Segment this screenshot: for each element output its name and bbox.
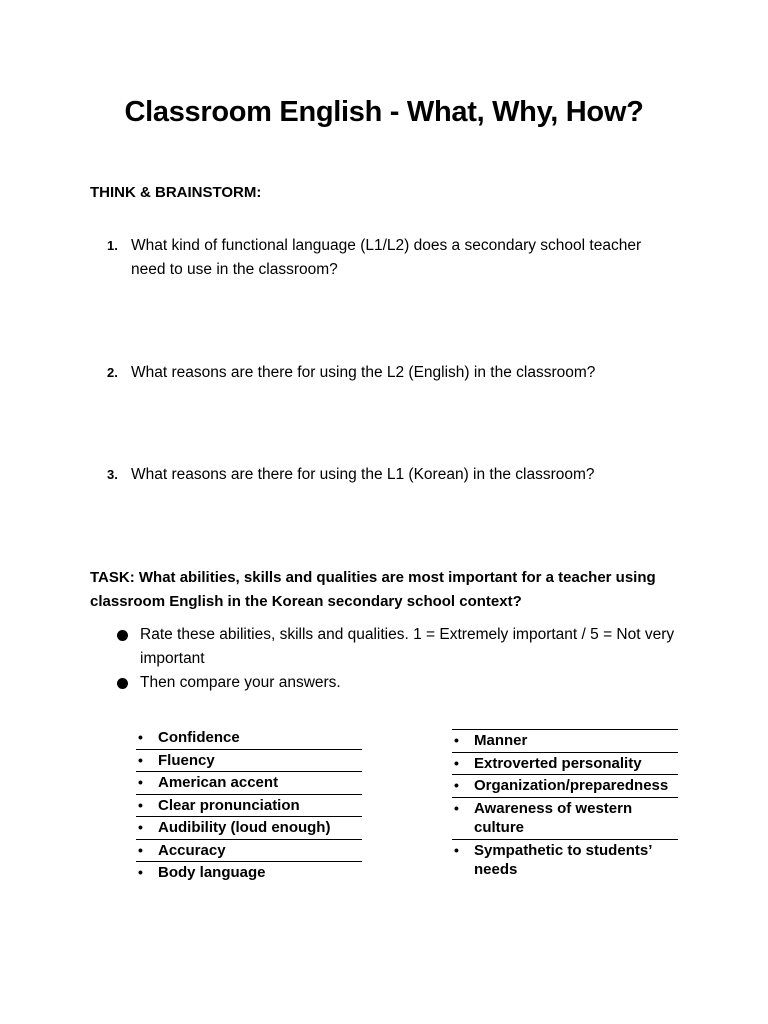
question-number: 3. (107, 467, 118, 482)
bullet-icon: • (138, 729, 143, 745)
question-3 (107, 463, 677, 487)
think-brainstorm-heading: THINK & BRAINSTORM: (90, 184, 262, 201)
trait-row (452, 730, 678, 753)
question-1 (107, 234, 677, 282)
question-2 (107, 361, 677, 385)
bullet-icon: • (138, 841, 143, 858)
trait-label: Accuracy (158, 841, 226, 859)
trait-row (452, 840, 678, 881)
trait-row (452, 753, 678, 776)
bullet-icon: • (138, 864, 143, 880)
trait-label: American accent (158, 774, 279, 791)
question-text: What kind of functional language (L1/L2) does a secondary school teacher need to use in the classroom? (131, 237, 642, 278)
trait-row (136, 862, 362, 884)
instruction-item (116, 623, 676, 671)
trait-row (452, 798, 678, 840)
question-number: 1. (107, 238, 118, 253)
trait-label: Body language (158, 864, 266, 881)
instruction-item (116, 671, 676, 695)
trait-label: Organization/preparedness (474, 777, 669, 794)
bullet-icon: • (454, 754, 459, 771)
page-title: Classroom English - What, Why, How? (124, 96, 644, 128)
bullet-icon: • (138, 751, 143, 768)
question-number: 2. (107, 365, 118, 380)
question-text: What reasons are there for using the L1 (Korean) in the classroom? (131, 466, 595, 483)
trait-label: Clear pronunciation (158, 796, 300, 814)
trait-label: Confidence (158, 729, 240, 746)
bullet-icon: • (454, 777, 459, 793)
right-trait-list (452, 729, 678, 881)
filled-circle-bullet-icon (117, 678, 128, 689)
trait-row (136, 727, 362, 750)
bullet-icon: • (454, 841, 459, 858)
task-heading: TASK: What abilities, skills and qualities are most important for a teacher using classroom English in the Korean secondary school context? (90, 569, 656, 610)
bullet-icon: • (138, 774, 143, 790)
trait-row (136, 840, 362, 863)
trait-row (136, 750, 362, 773)
question-text: What reasons are there for using the L2 (English) in the classroom? (131, 364, 596, 381)
instruction-text: Rate these abilities, skills and qualities. 1 = Extremely important / 5 = Not very important (140, 626, 675, 667)
bullet-icon: • (454, 732, 459, 748)
trait-label: Extroverted personality (474, 754, 642, 772)
trait-row (452, 775, 678, 798)
bullet-icon: • (138, 796, 143, 813)
trait-row (136, 772, 362, 795)
trait-label: Manner (474, 732, 528, 749)
trait-label: Awareness of western culture (474, 799, 633, 836)
bullet-icon: • (138, 819, 143, 835)
left-trait-list (136, 727, 362, 884)
trait-label: Fluency (158, 751, 215, 769)
instruction-text: Then compare your answers. (140, 674, 341, 691)
bullet-icon: • (454, 799, 459, 816)
instruction-list (116, 623, 676, 695)
trait-label: Audibility (loud enough) (158, 819, 331, 836)
filled-circle-bullet-icon (117, 630, 128, 641)
trait-row (136, 795, 362, 818)
trait-label: Sympathetic to students’ needs (474, 841, 652, 878)
trait-row (136, 817, 362, 840)
